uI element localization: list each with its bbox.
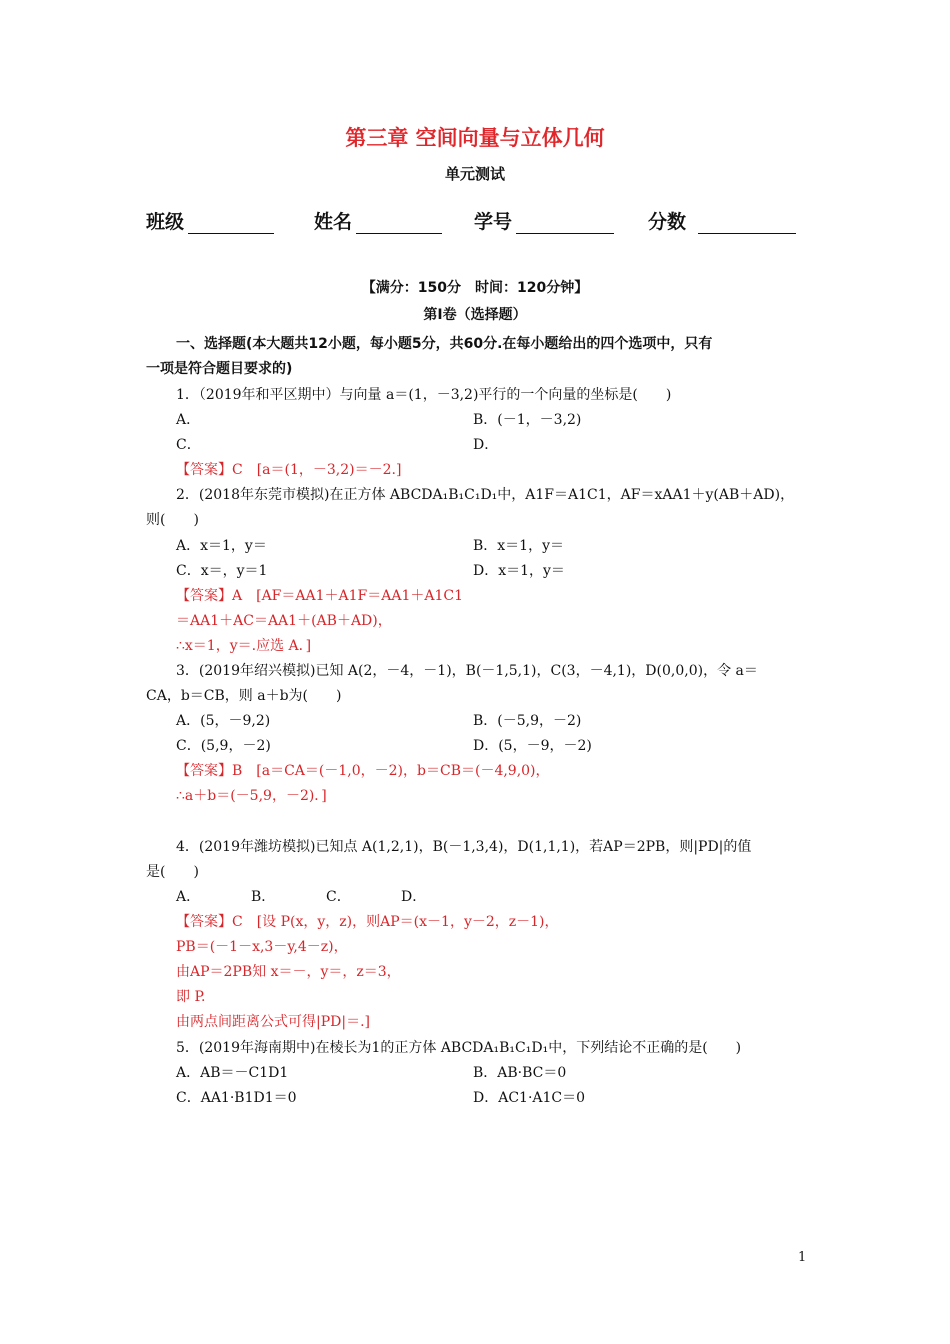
question-4-answer-line-2: PB＝(－1－x,3－y,4－z)， xyxy=(176,939,348,955)
question-4-answer-line-3: 由AP＝2PB知 x＝－，y＝，z＝3， xyxy=(176,964,401,980)
question-3-option-d[interactable]: D．(5，－9，－2) xyxy=(473,738,592,754)
question-2-option-d[interactable]: D．x＝1，y＝ xyxy=(473,563,565,579)
question-2-option-b[interactable]: B．x＝1，y＝ xyxy=(473,538,564,554)
student-info-row xyxy=(146,207,806,237)
question-3-answer-line-2: ∴a＋b＝(－5,9，－2)．] xyxy=(176,788,327,804)
class-field xyxy=(146,207,274,234)
question-4-stem-line-2: 是( ) xyxy=(146,864,199,880)
chapter-subtitle: 单元测试 xyxy=(444,165,505,183)
question-3-stem-line-2: CA，b＝CB，则 a＋b为( ) xyxy=(146,688,342,704)
question-4-answer-line-1: 【答案】C [设 P(x，y，z)，则AP＝(x－1，y－2，z－1)， xyxy=(176,914,559,930)
instructions-line-1: 一、选择题(本大题共12小题，每小题5分，共60分.在每小题给出的四个选项中，只有 xyxy=(176,336,713,352)
question-4-stem-line-1: 4．(2019年潍坊模拟)已知点 A(1,2,1)，B(－1,3,4)，D(1,1,1)，若AP＝2PB，则|PD|的值 xyxy=(176,839,752,855)
question-4-option-d[interactable]: D． xyxy=(401,889,427,905)
question-2-option-c[interactable]: C．x＝，y＝1 xyxy=(176,563,268,579)
question-5-option-b[interactable]: B．AB·BC＝0 xyxy=(473,1065,567,1081)
question-2-answer-line-3: ∴x＝1，y＝.应选 A．] xyxy=(176,638,312,654)
score-field xyxy=(648,207,796,234)
question-1-option-b[interactable]: B．(－1，－3,2) xyxy=(473,412,582,428)
question-5-option-c[interactable]: C．AA1·B1D1＝0 xyxy=(176,1090,297,1106)
question-1-stem: 1．（2019年和平区期中）与向量 a＝(1，－3,2)平行的一个向量的坐标是( ) xyxy=(176,387,672,403)
page-number: 1 xyxy=(798,1250,807,1265)
question-3-answer-line-1: 【答案】B [a＝CA＝(－1,0，－2)，b＝CB＝(－4,9,0)， xyxy=(176,763,550,779)
question-2-option-a[interactable]: A．x＝1，y＝ xyxy=(176,538,267,554)
student-id-blank[interactable] xyxy=(516,213,614,234)
question-2-stem-line-2: 则( ) xyxy=(146,512,199,528)
question-5-option-a[interactable]: A．AB＝－C1D1 xyxy=(176,1065,289,1081)
class-blank[interactable] xyxy=(188,213,274,234)
question-4-answer-line-5: 由两点间距离公式可得|PD|＝.] xyxy=(176,1014,370,1030)
question-4-option-c[interactable]: C． xyxy=(326,889,351,905)
instructions-line-2: 一项是符合题目要求的) xyxy=(146,361,293,377)
name-field xyxy=(314,207,442,234)
chapter-title: 第三章 空间向量与立体几何 xyxy=(345,126,605,150)
question-5-stem: 5．(2019年海南期中)在棱长为1的正方体 ABCDA₁B₁C₁D₁中，下列结论不正确的是( ) xyxy=(176,1040,742,1056)
question-1-option-d[interactable]: D． xyxy=(473,437,499,453)
question-3-option-c[interactable]: C．(5,9，－2) xyxy=(176,738,271,754)
score-time-info: 【满分：150分 时间：120分钟】 xyxy=(361,280,589,296)
question-2-answer-line-1: 【答案】A [AF＝AA1＋A1F＝AA1＋A1C1 xyxy=(176,588,464,604)
question-4-answer-line-4: 即 P. xyxy=(176,989,206,1005)
student-id-label: 学号 xyxy=(474,211,513,233)
name-label: 姓名 xyxy=(314,211,353,233)
question-2-answer-line-2: ＝AA1＋AC＝AA1＋(AB＋AD)， xyxy=(176,613,392,629)
question-4-option-a[interactable]: A． xyxy=(176,889,201,905)
section-title: 第Ⅰ卷（选择题） xyxy=(423,307,527,323)
question-1-option-c[interactable]: C． xyxy=(176,437,201,453)
question-3-option-b[interactable]: B．(－5,9，－2) xyxy=(473,713,582,729)
question-2-stem-line-1: 2．(2018年东莞市模拟)在正方体 ABCDA₁B₁C₁D₁中，A1F＝A1C1，AF＝xAA1＋y(AB＋AD)， xyxy=(176,487,795,503)
question-4-option-b[interactable]: B． xyxy=(251,889,276,905)
question-3-option-a[interactable]: A．(5，－9,2) xyxy=(176,713,271,729)
question-3-stem-line-1: 3．(2019年绍兴模拟)已知 A(2，－4，－1)，B(－1,5,1)，C(3，－4,1)，D(0,0,0)，令 a＝ xyxy=(176,663,758,679)
question-5-option-d[interactable]: D．AC1·A1C＝0 xyxy=(473,1090,586,1106)
question-1-answer: 【答案】C [a＝(1，－3,2)＝－2.] xyxy=(176,462,402,478)
score-label: 分数 xyxy=(648,211,687,233)
student-id-field xyxy=(474,207,614,234)
score-blank[interactable] xyxy=(698,213,796,234)
name-blank[interactable] xyxy=(356,213,442,234)
question-1-option-a[interactable]: A． xyxy=(176,412,201,428)
class-label: 班级 xyxy=(146,211,185,233)
